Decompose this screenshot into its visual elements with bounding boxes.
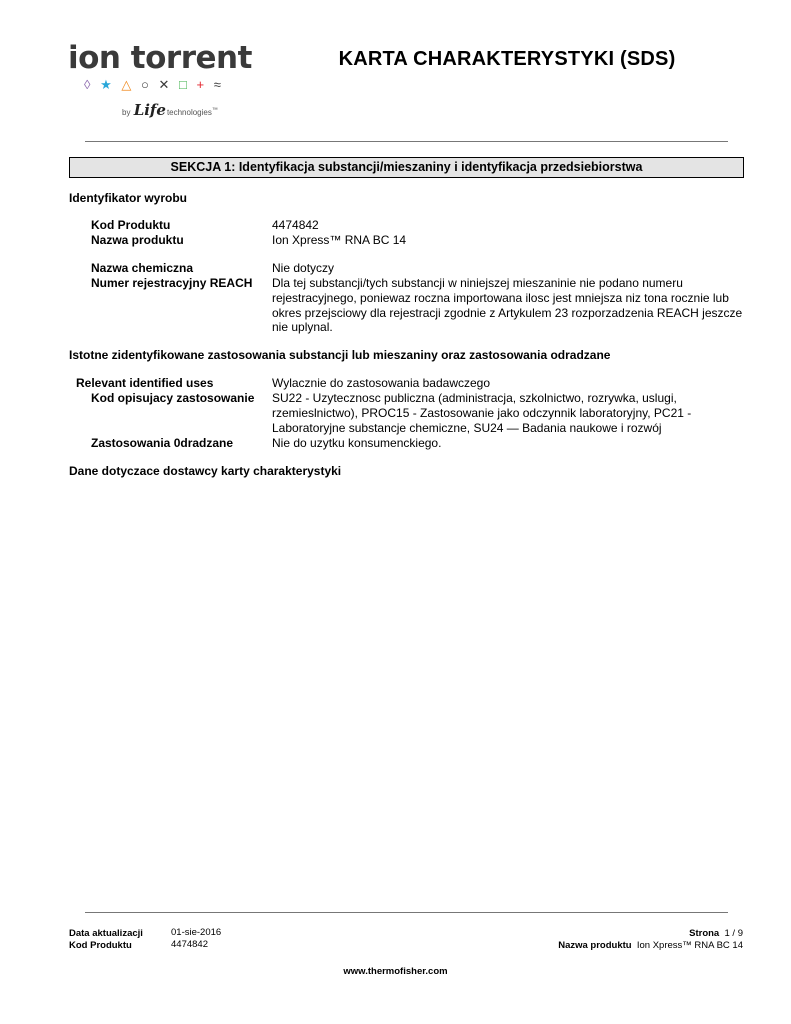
- advised-against-value: Nie do uzytku konsumenckiego.: [272, 436, 442, 450]
- footer-page-label: Strona: [689, 928, 720, 939]
- ion-torrent-logo: ion torrent: [68, 40, 252, 76]
- page-title: KARTA CHARAKTERYSTYKI (SDS): [338, 48, 676, 70]
- chemical-name-value: Nie dotyczy: [272, 261, 335, 275]
- chemical-name-label: Nazwa chemiczna: [91, 261, 194, 275]
- product-name-value: Ion Xpress™ RNA BC 14: [272, 233, 407, 247]
- reach-number-label: Numer rejestracyjny REACH: [91, 276, 253, 290]
- product-name-label: Nazwa produktu: [91, 233, 184, 247]
- logo-symbol-triangle: △: [121, 77, 135, 92]
- logo-life-text: Life: [133, 101, 166, 119]
- header-divider: [85, 141, 728, 142]
- logo-symbol-drop: ◊: [84, 77, 94, 92]
- footer-date-label: Data aktualizacji: [69, 928, 143, 939]
- logo-symbols: [84, 77, 224, 93]
- footer-code-value: 4474842: [171, 939, 208, 950]
- logo-symbol-cross: ✕: [158, 77, 173, 92]
- logo-symbol-square: □: [178, 77, 190, 92]
- life-technologies-logo: by Lifetechnologies™: [122, 101, 218, 119]
- footer-product-name: [558, 940, 743, 951]
- relevant-uses-label: Relevant identified uses: [76, 376, 214, 390]
- advised-against-label: Zastosowania 0dradzane: [91, 436, 234, 450]
- supplier-heading: Dane dotyczace dostawcy karty charakterystyki: [69, 464, 342, 478]
- use-code-value: SU22 - Uzytecznosc publiczna (administracja, szkolnictwo, rozrywka, uslugi, rzemieslnictwo), PROC15 - Zastosowanie jako odczynnik laboratoryjny, PC21 - Laboratoryjne substancje chemiczne, SU24 — Badania naukowe i rozwój: [272, 391, 692, 435]
- footer-name-label: Nazwa produktu: [558, 940, 632, 951]
- logo-symbol-wave: ≈: [213, 77, 224, 92]
- logo-tech-text: technologies: [166, 108, 212, 117]
- footer-name-value: Ion Xpress™ RNA BC 14: [636, 940, 743, 951]
- reach-number-value: Dla tej substancji/tych substancji w niniejszej mieszaninie nie podano numeru rejestracyjnego, poniewaz roczna importowana ilosc jest mniejsza niz tona rocznie lub okres przejsciowy dla rejestracji zgodnie z Artykulem 23 rozporzadzenia REACH jeszcze nie uplynal.: [272, 276, 743, 335]
- product-identifier-heading: Identyfikator wyrobu: [69, 191, 188, 205]
- relevant-uses-value: Wylacznie do zastosowania badawczego: [272, 376, 491, 390]
- logo-symbol-star: ★: [100, 77, 115, 92]
- footer-divider: [85, 912, 728, 913]
- logo-by-text: by: [122, 108, 131, 117]
- use-code-label: Kod opisujacy zastosowanie: [91, 391, 255, 405]
- section-1-heading: SEKCJA 1: Identyfikacja substancji/mieszaniny i identyfikacja przedsiebiorstwa: [69, 157, 744, 178]
- footer-page-value: 1 / 9: [724, 928, 743, 939]
- logo-symbol-plus: +: [196, 77, 208, 92]
- footer-page: [689, 928, 743, 939]
- product-code-value: 4474842: [272, 218, 319, 232]
- footer-code-label: Kod Produktu: [69, 940, 132, 951]
- logo-symbol-circle: ○: [140, 77, 152, 92]
- product-code-label: Kod Produktu: [91, 218, 171, 232]
- uses-heading: Istotne zidentyfikowane zastosowania substancji lub mieszaniny oraz zastosowania odradzane: [69, 348, 611, 362]
- footer-date-value: 01-sie-2016: [171, 927, 222, 938]
- website-link[interactable]: www.thermofisher.com: [343, 966, 448, 977]
